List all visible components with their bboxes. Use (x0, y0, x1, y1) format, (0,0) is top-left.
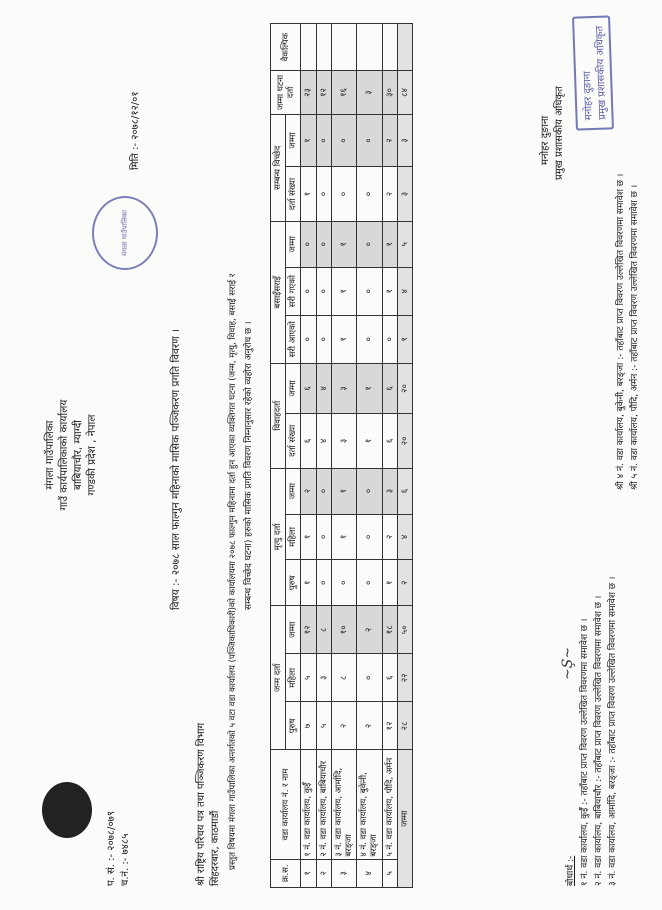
cell-marriage-count: ६ (301, 414, 316, 469)
cell-divorce-count: १ (301, 167, 316, 222)
cell-total-events: ३० (382, 71, 397, 115)
cell-marriage-total: ४ (316, 363, 331, 413)
cell-total-events: ३ (357, 71, 382, 115)
cell-total-events: १६ (331, 71, 356, 115)
cell-migration-in: ० (357, 315, 382, 363)
cell-divorce-total: ० (357, 114, 382, 166)
cell-divorce-total: ३ (397, 114, 412, 166)
cell-migration-total: ० (301, 221, 316, 267)
sub-total: जम्मा (286, 363, 301, 413)
cell-divorce-count: ३ (397, 167, 412, 222)
table-row (316, 24, 331, 888)
sub-total: जम्मा (286, 114, 301, 166)
cell-marriage-total: ३ (331, 363, 356, 413)
cell-marriage-count: ६ (382, 414, 397, 469)
cell-migration-in: १ (397, 315, 412, 363)
header-alternative: वैकल्पिक (271, 24, 301, 71)
cell-birth-female: ६ (382, 654, 397, 702)
header-serial: क्र.स. (271, 859, 301, 887)
cell-marriage-count: ३ (331, 414, 356, 469)
cell-migration-total: १ (382, 221, 397, 267)
municipal-seal (92, 196, 158, 270)
cell-migration-total: १ (331, 221, 356, 267)
cell-death-total: ० (316, 468, 331, 514)
cell-alternative (382, 24, 397, 71)
header-migration: बसाइँसराइँ (271, 221, 286, 363)
cell-migration-out: ० (357, 267, 382, 315)
letter-subject: विषय :- २०७८ साल फाल्गुन महिनाको मासिक पञ्जिकरण प्रगति विवरण । (170, 328, 182, 610)
cc-label: बोधार्थ :- (566, 855, 576, 886)
cell-migration-in: ० (316, 315, 331, 363)
cell-migration-out: १ (382, 267, 397, 315)
cell-migration-total: ० (316, 221, 331, 267)
header-birth: जन्म दर्ता (271, 606, 286, 750)
cell-birth-male: ७ (301, 702, 316, 750)
cell-serial: ५ (382, 859, 397, 887)
cell-death-female: ४ (397, 514, 412, 560)
cell-total-events: १२ (316, 71, 331, 115)
cell-death-male: ० (331, 560, 356, 606)
cell-birth-total: १२ (301, 606, 316, 654)
cell-birth-female: ५ (301, 654, 316, 702)
cell-total-events: ८४ (397, 71, 412, 115)
cell-serial: १ (301, 859, 316, 887)
official-stamp (572, 15, 614, 130)
handwritten-signature: ~Ş~ (560, 646, 576, 680)
cell-total-label: जम्मा (397, 750, 412, 888)
table-header-row (271, 24, 286, 888)
cell-birth-male: २८ (397, 702, 412, 750)
sub-moved-out: सरी गएको (286, 267, 301, 315)
cell-death-female: ० (357, 514, 382, 560)
letter-date: मिति :- २०७८/१२/०१ (130, 91, 141, 170)
cell-birth-total: १० (331, 606, 356, 654)
cc-item: १ नं. वडा कार्यालय, कुईँ :- तहाँबाट प्राप्त विवरण उल्लेखित विवरणमा समावेश छ । (580, 618, 590, 886)
table-row (301, 24, 316, 888)
cell-marriage-count: २० (397, 414, 412, 469)
table-row (357, 24, 382, 888)
sub-count: दर्ता संख्या (286, 167, 301, 222)
table-row (331, 24, 356, 888)
cell-migration-in: ० (382, 315, 397, 363)
cell-alternative (397, 24, 412, 71)
cell-death-female: ० (316, 514, 331, 560)
office-name-1: मंगला गाउँपालिका (44, 420, 56, 490)
recipient-line-2: सिंहदरबार, काठमाडौं (210, 810, 221, 886)
header-ward: वडा कार्यालय नं. र नाम (271, 750, 301, 859)
cc-item: श्री ५ नं. वडा कार्यालय, पौदि, अर्मन :- तहाँबाट प्राप्त विवरण उल्लेखित विवरणमा समावेश छ । (630, 184, 640, 490)
cell-death-female: २ (382, 514, 397, 560)
cell-marriage-count: १ (357, 414, 382, 469)
table-row (382, 24, 397, 888)
cell-divorce-count: ० (331, 167, 356, 222)
cell-divorce-count: ० (316, 167, 331, 222)
cell-migration-in: १ (331, 315, 356, 363)
cell-total-events: २३ (301, 71, 316, 115)
cell-migration-total: ० (357, 221, 382, 267)
cc-item: ३ नं. वडा कार्यालय, आर्मादि, बरङ्जा :- तहाँबाट प्राप्त विवरण उल्लेखित विवरणमा समावेश छ । (608, 576, 618, 886)
cell-ward: ३ नं. वडा कार्यालय, आर्मादि, बरङ्जा (331, 750, 356, 859)
cell-ward: २ नं. वडा कार्यालय, बाबियाचौर (316, 750, 331, 859)
office-province: गण्डकी प्रदेश , नेपाल (86, 414, 98, 496)
signatory-name: मनोहर दुङाना (540, 115, 551, 165)
signatory-title: प्रमुख प्रशासकीय अधिकृत (554, 86, 565, 180)
cell-death-male: १ (301, 560, 316, 606)
body-line-1: प्रस्तुत विषयमा मंगला गाउँपालिका अन्तर्गतको ५ वटा वडा कार्यालय (पञ्जिकाधिकारी)को कार्यालयमा २०७८ फाल्गुन महिनामा दर्ता हुन आएका व्यक्तिगत घटना (जन्म, मृत्यु, विवाह, बसाईं सराई र (228, 273, 238, 870)
cell-death-total: १ (331, 468, 356, 514)
cell-death-total: ६ (397, 468, 412, 514)
cell-alternative (316, 24, 331, 71)
cell-marriage-total: २० (397, 363, 412, 413)
cell-marriage-total: १ (357, 363, 382, 413)
cell-death-male: २ (397, 560, 412, 606)
cell-birth-total: २ (357, 606, 382, 654)
cell-migration-total: ५ (397, 221, 412, 267)
cell-death-male: ० (357, 560, 382, 606)
sub-total: जम्मा (286, 468, 301, 514)
cell-birth-total: ८ (316, 606, 331, 654)
cell-migration-out: १ (331, 267, 356, 315)
office-address: बाबियाचौर, म्याग्दी (72, 419, 84, 491)
header-total-events: जम्मा घटना दर्ता (271, 71, 301, 115)
cell-divorce-count: ० (357, 167, 382, 222)
cell-birth-female: ८ (331, 654, 356, 702)
sub-total: जम्मा (286, 221, 301, 267)
stamp-title: प्रमुख प्रशासकीय अधिकृत (594, 25, 609, 120)
cell-migration-out: ४ (397, 267, 412, 315)
header-marriage: विवाहदर्ता (271, 363, 286, 468)
sub-female: महिला (286, 514, 301, 560)
cell-death-female: १ (331, 514, 356, 560)
cell-alternative (301, 24, 316, 71)
cell-marriage-total: ६ (382, 363, 397, 413)
cell-birth-male: २ (357, 702, 382, 750)
cell-birth-total: १८ (382, 606, 397, 654)
header-divorce: सम्बन्ध विच्छेद (271, 114, 286, 221)
sub-female: महिला (286, 654, 301, 702)
sub-moved-in: सरी आएको (286, 315, 301, 363)
cell-divorce-total: १ (301, 114, 316, 166)
seal-text: मंगला गाउँपालिका (120, 209, 129, 257)
cell-ward: ५ नं. वडा कार्यालय, पौदि, अर्मन (382, 750, 397, 859)
cell-divorce-total: ० (331, 114, 356, 166)
cell-migration-out: ० (316, 267, 331, 315)
cell-alternative (357, 24, 382, 71)
sub-male: पुरुष (286, 702, 301, 750)
cell-birth-male: ५ (316, 702, 331, 750)
cell-serial: ४ (357, 859, 382, 887)
cell-serial: ३ (331, 859, 356, 887)
recipient-line-1: श्री राष्ट्रिय परिचय पत्र तथा पञ्जिकरण विभाग (196, 722, 207, 886)
cell-migration-in: ० (301, 315, 316, 363)
table-total-row (397, 24, 412, 888)
stamp-name: मनोहर दुङाना (581, 70, 595, 121)
header-death: मृत्यु दर्ता (271, 468, 286, 606)
sub-count: दर्ता संख्या (286, 414, 301, 469)
cell-death-total: २ (301, 468, 316, 514)
cell-marriage-total: ६ (301, 363, 316, 413)
cell-serial: २ (316, 859, 331, 887)
cell-birth-female: ० (357, 654, 382, 702)
sub-total: जम्मा (286, 606, 301, 654)
cell-birth-total: ५० (397, 606, 412, 654)
cell-death-female: १ (301, 514, 316, 560)
cell-divorce-count: २ (382, 167, 397, 222)
cell-birth-male: २ (331, 702, 356, 750)
cell-migration-out: ० (301, 267, 316, 315)
cell-ward: १ नं. वडा कार्यालय, कुईँ (301, 750, 316, 859)
cell-death-total: ० (357, 468, 382, 514)
cell-alternative (331, 24, 356, 71)
cell-birth-female: ३ (316, 654, 331, 702)
cc-item: २ नं. वडा कार्यालय, बाबियाचौर :- तहाँबाट प्राप्त विवरण उल्लेखित विवरणमा समावेश छ । (594, 595, 604, 886)
cell-marriage-count: ४ (316, 414, 331, 469)
registration-table (270, 23, 413, 888)
cell-birth-female: २२ (397, 654, 412, 702)
dispatch-number: च.नं. :- ७४८५ (120, 833, 131, 886)
office-name-2: गाउँ कार्यपालिकाको कार्यालय (58, 399, 70, 511)
reference-number: प. सं. :- २०७८/०७९ (106, 810, 117, 886)
cell-birth-male: १२ (382, 702, 397, 750)
cell-death-male: ० (316, 560, 331, 606)
cell-death-male: १ (382, 560, 397, 606)
body-line-2: सम्बन्ध विच्छेद घटना) हरुको मासिक प्रगति विवरण निम्नानुसार रहेको व्यहोरा अनुरोध छ । (244, 321, 254, 610)
sub-male: पुरुष (286, 560, 301, 606)
cell-death-total: ३ (382, 468, 397, 514)
cell-ward: ४ नं. वडा कार्यालय, बुकेनी, बरङ्जा (357, 750, 382, 859)
cell-divorce-total: ० (316, 114, 331, 166)
cell-divorce-total: २ (382, 114, 397, 166)
cc-item: श्री ४ नं. वडा कार्यालय, बुकेनी, बरङ्जा :- तहाँबाट प्राप्त विवरण उल्लेखित विवरणमा समावेश छ । (616, 173, 626, 490)
